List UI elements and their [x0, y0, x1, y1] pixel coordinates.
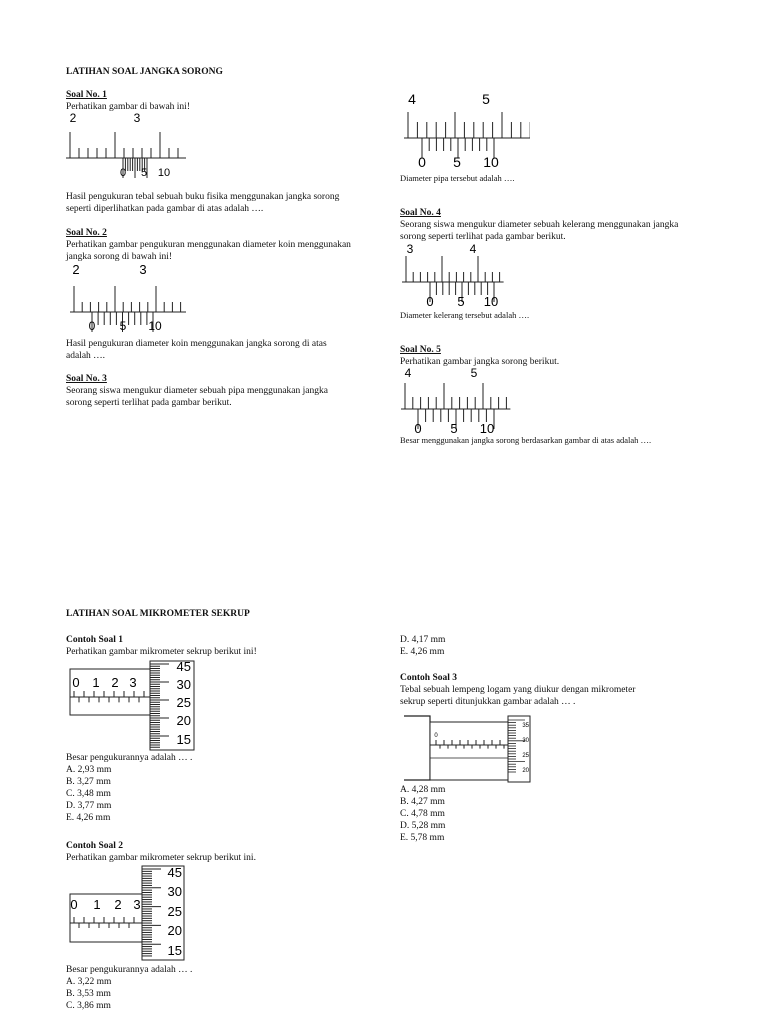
soal-2-question — [66, 338, 327, 362]
thimble-label: 45 — [167, 865, 182, 880]
thimble-label: 30 — [176, 677, 191, 692]
sleeve — [70, 894, 142, 942]
sleeve-label: 0 — [70, 897, 78, 912]
vernier-scale-label: 0 — [88, 319, 96, 333]
main-scale-label: 3 — [406, 242, 414, 256]
option-b: B. 3,27 mm — [66, 777, 111, 787]
vernier-scale-label: 10 — [483, 154, 499, 170]
sleeve-label: 2 — [114, 897, 122, 912]
thimble-label: 20 — [522, 768, 529, 774]
option-d: D. 5,28 mm — [400, 821, 446, 831]
soal-4-question: Diameter kelerang tersebut adalah …. — [400, 310, 530, 320]
soal-3 — [66, 373, 328, 409]
option-b: B. 3,53 mm — [66, 989, 111, 999]
vernier-figure-3 — [400, 86, 530, 172]
soal-3-heading: Soal No. 3 — [66, 374, 107, 384]
section-title-mikrometer: LATIHAN SOAL MIKROMETER SEKRUP — [66, 609, 250, 619]
vernier-scale-label: 5 — [453, 154, 461, 170]
thimble-label: 25 — [176, 695, 191, 710]
option-b: B. 4,27 mm — [400, 797, 445, 807]
sleeve-label: 2 — [111, 675, 119, 690]
contoh-3-heading: Contoh Soal 3 — [400, 673, 458, 683]
main-scale-label: 4 — [404, 366, 412, 380]
soal-2 — [66, 227, 351, 263]
sleeve-label: 1 — [93, 897, 101, 912]
soal-2-intro-line2: jangka sorong di bawah ini! — [66, 252, 173, 262]
thimble-label: 35 — [522, 723, 529, 729]
vernier-scale-label: 5 — [450, 421, 458, 436]
option-d: D. 3,77 mm — [66, 801, 112, 811]
sleeve-label: 3 — [129, 675, 137, 690]
vernier-figure-2 — [66, 262, 186, 334]
main-scale-label: 2 — [72, 262, 80, 277]
soal-4-intro-line1: Seorang siswa mengukur diameter sebuah kelerang menggunakan jangka — [400, 220, 679, 230]
soal-5 — [400, 344, 559, 368]
sleeve-label: 3 — [133, 897, 141, 912]
thimble-label: 25 — [522, 753, 529, 759]
frame — [404, 716, 430, 780]
contoh-soal-2 — [66, 840, 256, 864]
soal-3-question: Diameter pipa tersebut adalah …. — [400, 173, 515, 183]
option-e: E. 5,78 mm — [400, 833, 445, 843]
vernier-scale-label: 5 — [140, 167, 148, 179]
contoh-3-intro-line2: sekrup seperti ditunjukkan gambar adalah … . — [400, 697, 576, 707]
sleeve-label: 1 — [92, 675, 100, 690]
sleeve-label: 0 — [434, 733, 438, 739]
contoh-1-intro: Perhatikan gambar mikrometer sekrup berikut ini! — [66, 647, 257, 657]
thimble-label: 15 — [176, 732, 191, 747]
contoh-3-intro-line1: Tebal sebuah lempeng logam yang diukur dengan mikrometer — [400, 685, 636, 695]
soal-1-intro: Perhatikan gambar di bawah ini! — [66, 102, 190, 112]
vernier-scale-label: 0 — [418, 154, 426, 170]
contoh-2-options-continued — [400, 634, 445, 658]
main-scale-label: 3 — [133, 111, 141, 125]
thimble-label: 15 — [167, 943, 182, 958]
soal-4 — [400, 207, 678, 243]
main-scale-label: 5 — [482, 91, 490, 107]
contoh-1-heading: Contoh Soal 1 — [66, 635, 124, 645]
vernier-scale-label: 0 — [119, 167, 127, 179]
contoh-3-options — [400, 784, 445, 844]
soal-4-heading: Soal No. 4 — [400, 208, 441, 218]
contoh-2-heading: Contoh Soal 2 — [66, 841, 124, 851]
main-scale-label: 4 — [408, 91, 416, 107]
thimble-label: 20 — [167, 923, 182, 938]
contoh-2-question-text: Besar pengukurannya adalah … . — [66, 965, 193, 975]
soal-3-intro-line2: sorong seperti terlihat pada gambar berikut. — [66, 398, 232, 408]
vernier-scale-label: 5 — [457, 294, 465, 309]
soal-1-question-line1: Hasil pengukuran tebal sebuah buku fisika menggunakan jangka sorong — [66, 192, 340, 202]
soal-5-heading: Soal No. 5 — [400, 345, 441, 355]
soal-5-intro: Perhatikan gambar jangka sorong berikut. — [400, 357, 560, 367]
vernier-scale-label: 10 — [483, 294, 499, 309]
thimble-label: 25 — [167, 904, 182, 919]
contoh-soal-3 — [400, 672, 635, 708]
vernier-scale-label: 10 — [479, 421, 495, 436]
scale-ticks — [70, 286, 186, 332]
sleeve — [70, 669, 150, 715]
vernier-scale-label: 0 — [426, 294, 434, 309]
sleeve — [430, 722, 508, 780]
sleeve-label: 0 — [72, 675, 80, 690]
main-scale-label: 3 — [139, 262, 147, 277]
soal-3-intro-line1: Seorang siswa mengukur diameter sebuah pipa menggunakan jangka — [66, 386, 328, 396]
option-a: A. 2,93 mm — [66, 765, 112, 775]
soal-2-intro-line1: Perhatikan gambar pengukuran menggunakan diameter koin menggunakan — [66, 240, 351, 250]
main-scale-label: 5 — [470, 366, 478, 380]
thimble-label: 30 — [522, 738, 529, 744]
scale-ticks — [404, 112, 530, 158]
contoh-2-intro: Perhatikan gambar mikrometer sekrup berikut ini. — [66, 853, 256, 863]
option-e: E. 4,26 mm — [66, 813, 111, 823]
option-a: A. 4,28 mm — [400, 785, 446, 795]
option-a: A. 3,22 mm — [66, 977, 112, 987]
soal-5-question: Besar menggunakan jangka sorong berdasarkan gambar di atas adalah …. — [400, 435, 652, 445]
soal-2-question-line2: adalah …. — [66, 351, 106, 361]
vernier-scale-label: 5 — [119, 319, 127, 333]
soal-1-question — [66, 191, 339, 215]
thimble-label: 30 — [167, 884, 182, 899]
soal-2-question-line1: Hasil pengukuran diameter koin menggunakan jangka sorong di atas — [66, 339, 327, 349]
option-c: C. 3,48 mm — [66, 789, 111, 799]
micrometer-figure-2 — [66, 864, 196, 962]
vernier-scale-label: 0 — [414, 421, 422, 436]
micrometer-figure-3 — [400, 712, 532, 784]
soal-1-question-line2: seperti diperlihatkan pada gambar di atas adalah …. — [66, 204, 264, 214]
thimble-label: 20 — [176, 713, 191, 728]
option-c: C. 4,78 mm — [400, 809, 445, 819]
micrometer-figure-1 — [66, 660, 196, 752]
contoh-soal-1 — [66, 634, 257, 658]
thimble-label: 45 — [176, 660, 191, 674]
vernier-figure-4 — [400, 242, 515, 310]
contoh-1-question-text: Besar pengukurannya adalah … . — [66, 753, 193, 763]
vernier-figure-5 — [400, 366, 515, 436]
vernier-figure-1 — [66, 110, 186, 180]
contoh-2-question — [66, 964, 192, 1012]
main-scale-label: 4 — [469, 242, 477, 256]
contoh-1-question — [66, 752, 192, 824]
option-c: C. 3,86 mm — [66, 1001, 111, 1011]
main-scale-label: 2 — [69, 111, 77, 125]
vernier-scale-label: 10 — [148, 319, 162, 333]
option-d: D. 4,17 mm — [400, 635, 446, 645]
soal-4-intro-line2: sorong seperti terlihat pada gambar berikut. — [400, 232, 566, 242]
soal-1-heading: Soal No. 1 — [66, 90, 107, 100]
vernier-scale-label: 10 — [157, 167, 171, 179]
soal-2-heading: Soal No. 2 — [66, 228, 107, 238]
section-title-jangka: LATIHAN SOAL JANGKA SORONG — [66, 67, 223, 77]
option-e: E. 4,26 mm — [400, 647, 445, 657]
